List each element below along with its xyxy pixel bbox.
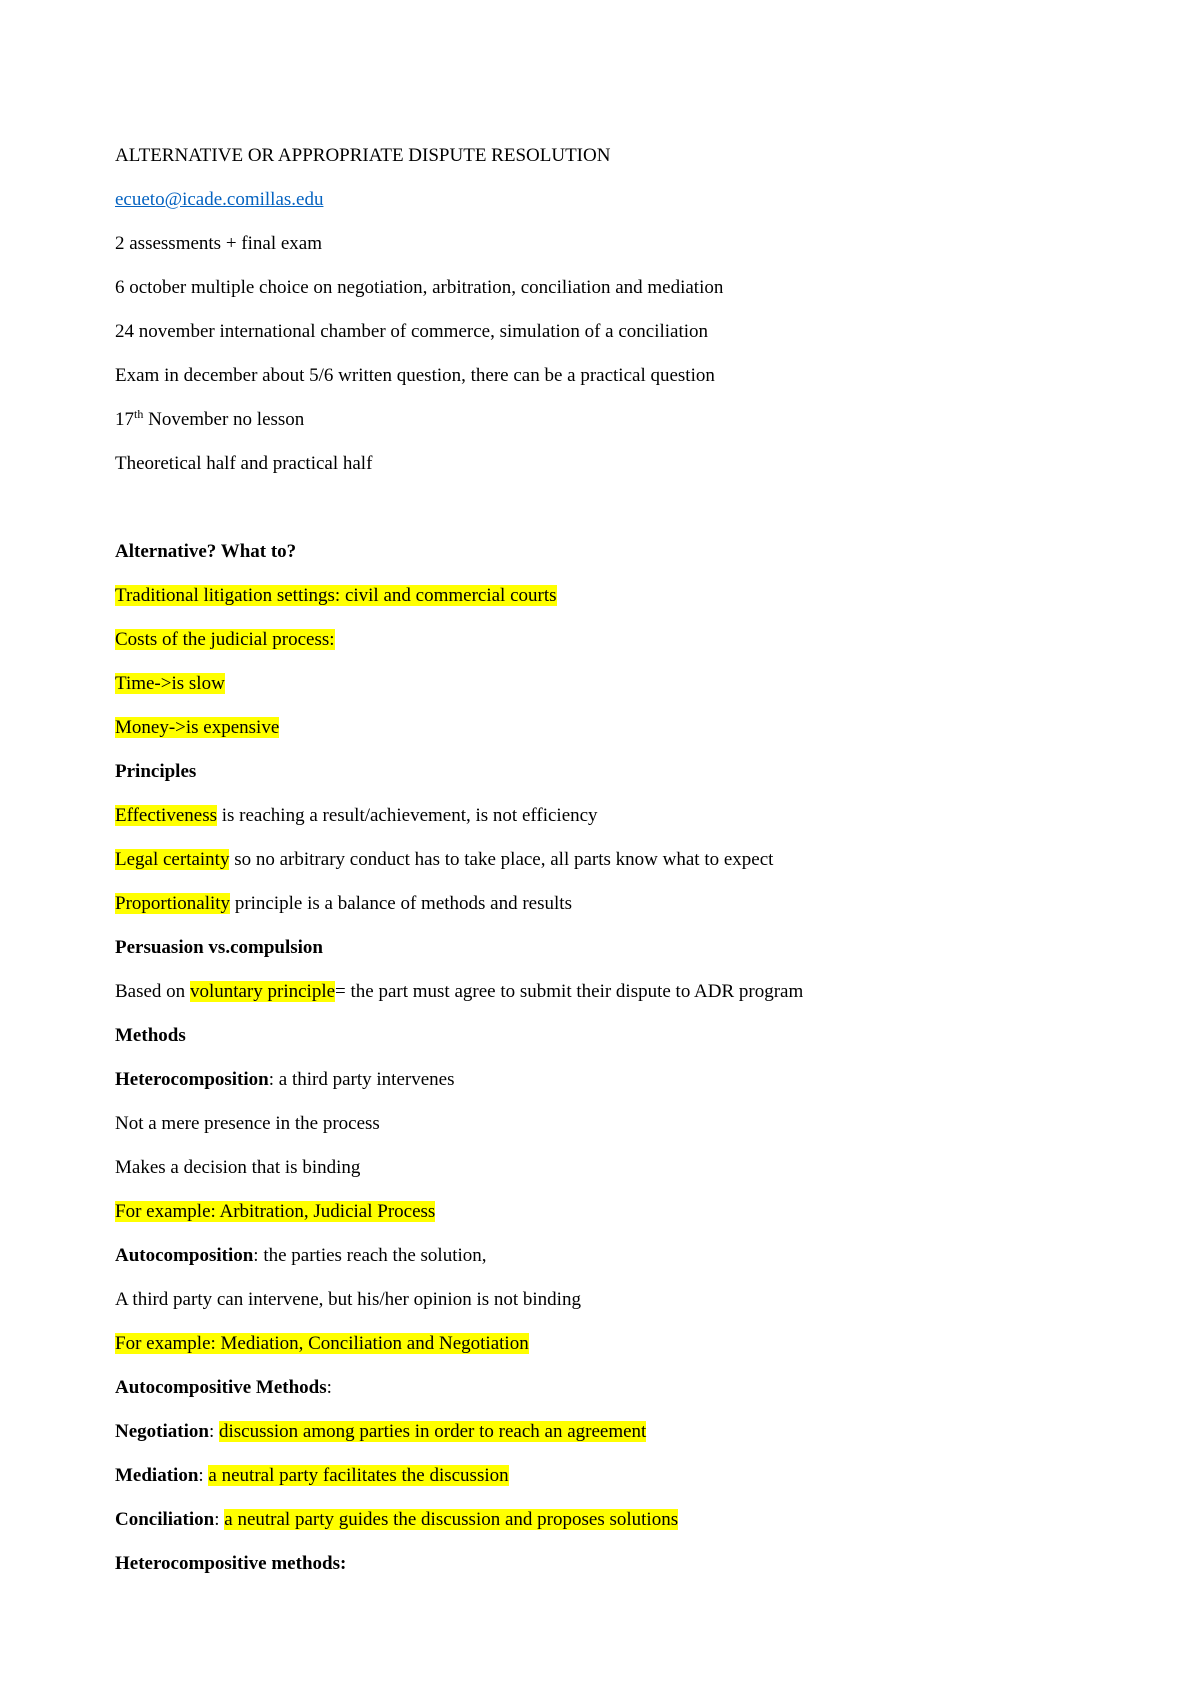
proportionality-term: Proportionality bbox=[115, 893, 231, 914]
conciliation-term: Conciliation bbox=[115, 1509, 215, 1530]
money-highlight: Money->is expensive bbox=[115, 717, 280, 738]
heterocomposition-line bbox=[115, 1067, 454, 1093]
no-lesson-line bbox=[115, 407, 304, 433]
not-mere-line: Not a mere presence in the process bbox=[115, 1113, 380, 1134]
principles-heading: Principles bbox=[115, 761, 197, 782]
autocompositive-methods-colon: : bbox=[326, 1377, 332, 1398]
no-lesson-rest: November no lesson bbox=[143, 409, 305, 430]
mediation-term: Mediation bbox=[115, 1465, 199, 1486]
autocomposition-line bbox=[115, 1243, 487, 1269]
negotiation-colon: : bbox=[208, 1421, 219, 1442]
heterocomposition-text: : a third party intervenes bbox=[268, 1069, 455, 1090]
voluntary-line bbox=[115, 979, 803, 1005]
alternative-heading: Alternative? What to? bbox=[115, 541, 297, 562]
legal-certainty-line bbox=[115, 847, 773, 873]
email-line bbox=[115, 187, 323, 213]
auto-example-line bbox=[115, 1331, 529, 1357]
autocompositive-methods-line bbox=[115, 1375, 332, 1401]
email-link[interactable]: ecueto@icade.comillas.edu bbox=[115, 189, 324, 210]
halves-line: Theoretical half and practical half bbox=[115, 453, 373, 474]
negotiation-term: Negotiation bbox=[115, 1421, 209, 1442]
persuasion-heading-line bbox=[115, 935, 323, 961]
binding-decision-line: Makes a decision that is binding bbox=[115, 1157, 361, 1178]
exam-line: Exam in december about 5/6 written question, there can be a practical question bbox=[115, 365, 715, 386]
traditional-line bbox=[115, 583, 557, 609]
costs-highlight: Costs of the judicial process: bbox=[115, 629, 335, 650]
negotiation-definition: discussion among parties in order to reach an agreement bbox=[218, 1421, 647, 1442]
document-title: ALTERNATIVE OR APPROPRIATE DISPUTE RESOLUTION bbox=[115, 145, 611, 166]
money-line bbox=[115, 715, 279, 741]
proportionality-text: principle is a balance of methods and results bbox=[230, 893, 572, 914]
legal-certainty-text: so no arbitrary conduct has to take place, all parts know what to expect bbox=[229, 849, 774, 870]
traditional-highlight: Traditional litigation settings: civil and commercial courts bbox=[115, 585, 557, 606]
autocomposition-term: Autocomposition bbox=[115, 1245, 254, 1266]
methods-heading: Methods bbox=[115, 1025, 186, 1046]
effectiveness-term: Effectiveness bbox=[115, 805, 217, 826]
time-line bbox=[115, 671, 225, 697]
persuasion-heading: Persuasion vs.compulsion bbox=[115, 937, 323, 958]
voluntary-prefix: Based on bbox=[115, 981, 190, 1002]
heterocompositive-methods-line bbox=[115, 1551, 346, 1577]
no-lesson-day: 17 bbox=[115, 409, 134, 430]
costs-line bbox=[115, 627, 335, 653]
voluntary-text: = the part must agree to submit their dispute to ADR program bbox=[335, 981, 804, 1002]
conciliation-definition: a neutral party guides the discussion and proposes solutions bbox=[224, 1509, 679, 1530]
hetero-example-highlight: For example: Arbitration, Judicial Process bbox=[115, 1201, 436, 1222]
mediation-colon: : bbox=[198, 1465, 209, 1486]
assessments-line: 2 assessments + final exam bbox=[115, 233, 323, 254]
conciliation-line bbox=[115, 1507, 678, 1533]
proportionality-line bbox=[115, 891, 572, 917]
voluntary-term: voluntary principle bbox=[189, 981, 336, 1002]
mediation-line bbox=[115, 1463, 509, 1489]
alternative-heading-line bbox=[115, 539, 296, 565]
third-party-line: A third party can intervene, but his/her opinion is not binding bbox=[115, 1289, 581, 1310]
time-highlight: Time->is slow bbox=[115, 673, 225, 694]
conciliation-colon: : bbox=[214, 1509, 225, 1530]
methods-heading-line bbox=[115, 1023, 186, 1049]
mediation-definition: a neutral party facilitates the discussion bbox=[208, 1465, 509, 1486]
no-lesson-ordinal: th bbox=[134, 407, 144, 421]
negotiation-line bbox=[115, 1419, 646, 1445]
effectiveness-line bbox=[115, 803, 598, 829]
heterocompositive-methods-heading: Heterocompositive methods: bbox=[115, 1553, 347, 1574]
autocomposition-text: : the parties reach the solution, bbox=[253, 1245, 487, 1266]
effectiveness-text: is reaching a result/achievement, is not efficiency bbox=[217, 805, 598, 826]
hetero-example-line bbox=[115, 1199, 435, 1225]
principles-heading-line bbox=[115, 759, 196, 785]
auto-example-highlight: For example: Mediation, Conciliation and Negotiation bbox=[115, 1333, 529, 1354]
legal-certainty-term: Legal certainty bbox=[115, 849, 230, 870]
heterocomposition-term: Heterocomposition bbox=[115, 1069, 269, 1090]
october-line: 6 october multiple choice on negotiation, arbitration, conciliation and mediation bbox=[115, 277, 724, 298]
november-line: 24 november international chamber of commerce, simulation of a conciliation bbox=[115, 321, 709, 342]
autocompositive-methods-heading: Autocompositive Methods bbox=[115, 1377, 327, 1398]
